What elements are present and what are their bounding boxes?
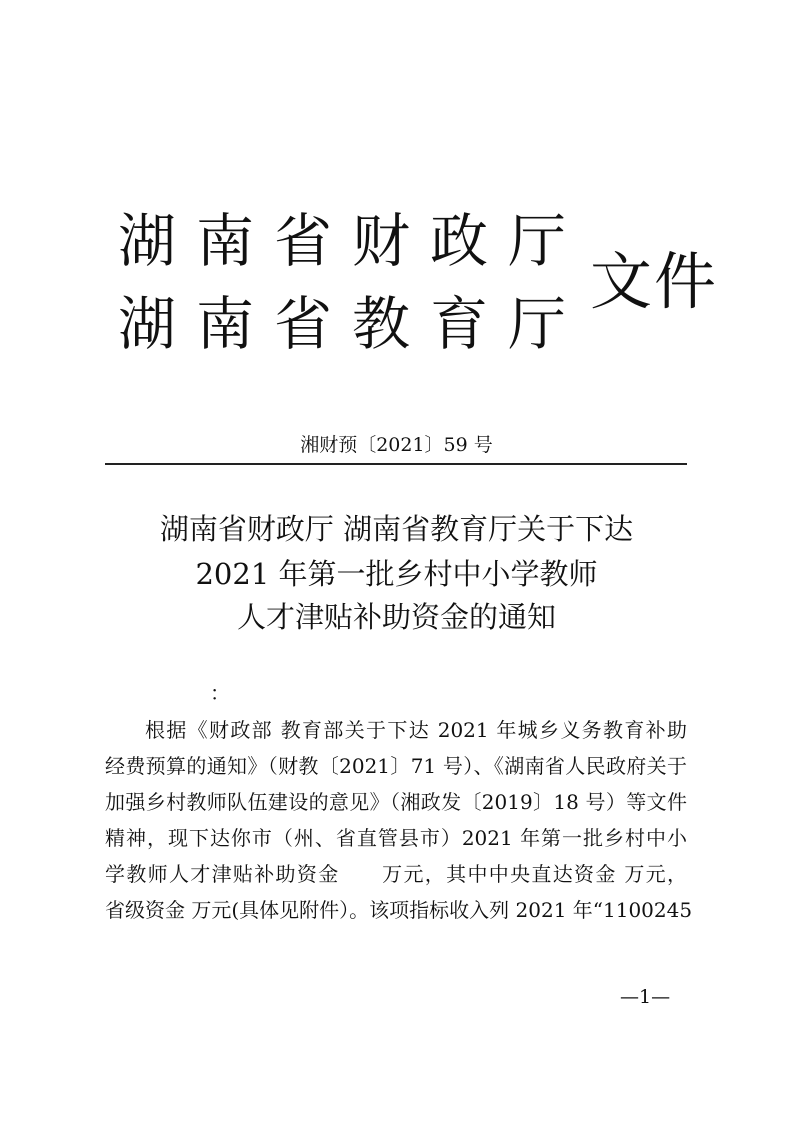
document-number: 湘财预〔2021〕59 号 — [300, 434, 493, 456]
salutation: ： — [210, 681, 230, 705]
issuing-org-education: 湖南省教育厅 — [118, 290, 587, 358]
body-paragraph-line: 学教师人才津贴补助资金 万元，其中中央直达资金 万元， — [105, 862, 687, 886]
document-title-line-2: 2021 年第一批乡村中小学教师 — [195, 557, 598, 591]
page-number: —1— — [620, 986, 671, 1008]
document-type-label: 文件 — [590, 245, 719, 318]
header-divider — [105, 463, 687, 465]
document-title-line-3: 人才津贴补助资金的通知 — [236, 600, 556, 634]
body-paragraph-line: 精神，现下达你市（州、省直管县市）2021 年第一批乡村中小 — [105, 826, 687, 850]
body-paragraph-line: 经费预算的通知》（财教〔2021〕71 号）、《湖南省人民政府关于 — [105, 754, 687, 778]
body-paragraph-line: 加强乡村教师队伍建设的意见》（湘政发〔2019〕18 号）等文件 — [105, 790, 687, 814]
body-paragraph-line: 省级资金 万元(具体见附件）。该项指标收入列 2021 年“1100245 — [105, 898, 693, 922]
issuing-org-finance: 湖南省财政厅 — [118, 207, 587, 275]
body-paragraph-line: 根据《财政部 教育部关于下达 2021 年城乡义务教育补助 — [145, 718, 687, 742]
document-title-line-1: 湖南省财政厅 湖南省教育厅关于下达 — [159, 512, 634, 546]
